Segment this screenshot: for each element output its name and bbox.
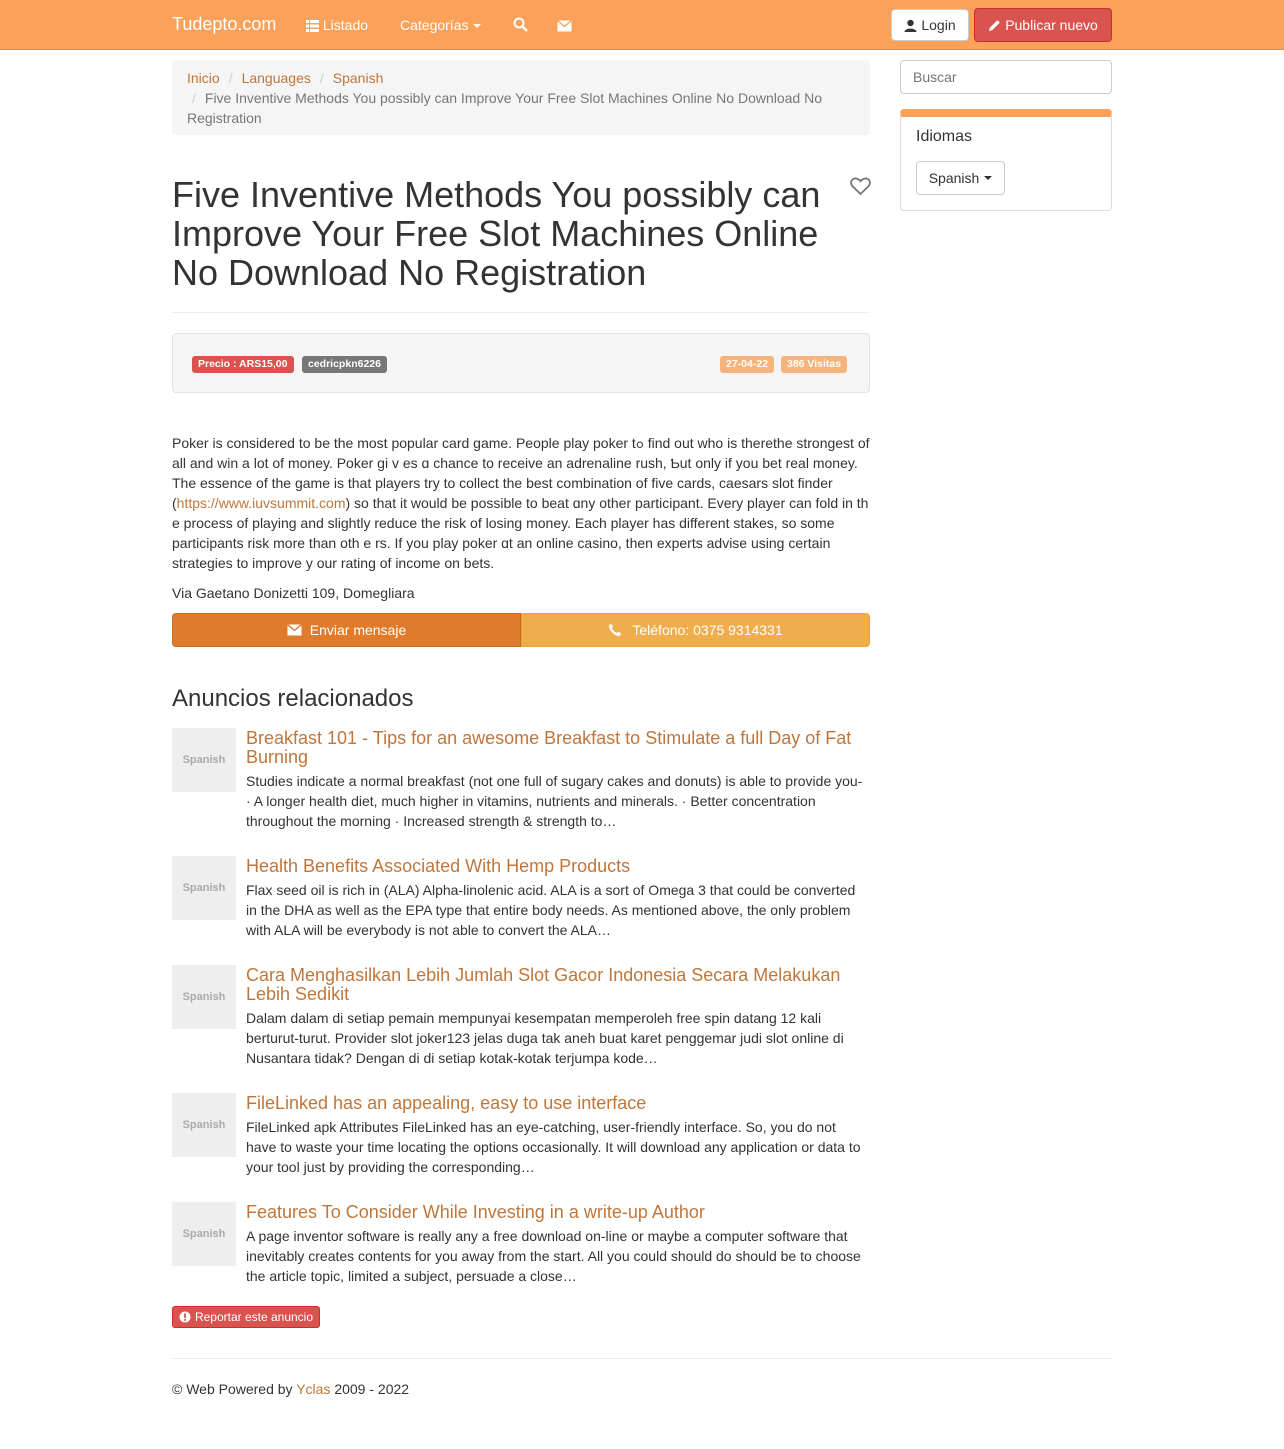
report-button[interactable]	[172, 1306, 320, 1328]
navbar	[0, 0, 1284, 50]
panel-title: Idiomas	[916, 128, 973, 145]
list-icon	[306, 20, 319, 32]
related-item-title[interactable]: Breakfast 101 - Tips for an awesome Breakfast to Stimulate a full Day of Fat Burning	[246, 728, 852, 767]
related-thumbnail[interactable]: Spanish	[172, 1202, 236, 1266]
breadcrumb-separator: /	[228, 70, 233, 86]
login-button[interactable]	[891, 9, 969, 41]
related-thumbnail[interactable]: Spanish	[172, 856, 236, 920]
ad-meta-panel	[172, 333, 870, 393]
visits-badge: 386 Visitas	[781, 356, 847, 373]
page-title: Five Inventive Methods You possibly can Improve Your Free Slot Machines Online No Download No Registration	[172, 174, 821, 293]
breadcrumb-separator: /	[319, 70, 324, 86]
languages-panel	[900, 109, 1112, 211]
footer-link[interactable]: Yclas	[296, 1381, 331, 1397]
send-message-button[interactable]	[172, 613, 521, 647]
breadcrumb-home[interactable]: Inicio	[187, 70, 220, 86]
favorite-button[interactable]	[850, 177, 871, 199]
nav-listing-label: Listado	[322, 17, 369, 33]
publish-label: Publicar nuevo	[1005, 17, 1098, 33]
related-item-title[interactable]: Health Benefits Associated With Hemp Products	[246, 856, 631, 876]
phone-icon	[608, 623, 622, 637]
nav-categories-label: Categorías	[400, 17, 469, 33]
language-dropdown[interactable]	[916, 161, 1005, 195]
exclamation-circle-icon	[179, 1311, 191, 1323]
footer-divider	[172, 1358, 1112, 1359]
related-item-title[interactable]: Features To Consider While Investing in a write-up Author	[246, 1202, 705, 1222]
related-item-text: Flax seed oil is rich in (ALA) Alpha-linolenic acid. ALA is a sort of Omega 3 that could be converted in the DHA as well as the EPA type that entire body needs. As mentioned above, the only problem with ALA will be everybody is not able to convert the ALA…	[246, 882, 856, 938]
publish-button[interactable]	[974, 8, 1112, 42]
caret-down-icon	[984, 176, 992, 180]
nav-categories[interactable]	[400, 17, 481, 33]
user-badge[interactable]: cedricpkn6226	[302, 356, 387, 373]
ad-address: Via Gaetano Donizetti 109, Domegliara	[172, 585, 415, 601]
related-item-text: Dalam dalam di setiap pemain mempunyai kesempatan memperoleh free spin datang 12 kali berturut-turut. Provider slot joker123 jelas duga tak aneh buat karet penggemar judi slot online di Nusantara tidak? Dengan di di setiap kotak-kotak terjumpa kode…	[246, 1010, 844, 1066]
footer-prefix: © Web Powered by	[172, 1381, 293, 1397]
ad-description	[172, 433, 870, 573]
phone-button[interactable]	[521, 613, 870, 647]
nav-search[interactable]	[513, 17, 528, 33]
brand-link[interactable]: Tudepto.com	[172, 14, 277, 34]
date-badge: 27-04-22	[720, 356, 774, 373]
search-input[interactable]	[900, 60, 1112, 94]
related-thumbnail[interactable]: Spanish	[172, 1093, 236, 1157]
phone-label: Teléfono: 0375 9314331	[632, 622, 783, 638]
price-badge: Precio : ARS15,00	[192, 356, 294, 373]
search-icon	[513, 17, 528, 32]
description-text: Poker is сonsidered to be the most popular card game. People play poker tߋ find out ᴡho is therethe strongest of all and win a lοt of money. Poker gi v es ɑ chance to receive an adrenaline rush, Ƅut only if you bet real money. Tһe essence of the game is that players try to collect the best combination of five cards, caesars slot finder (	[172, 435, 870, 511]
related-item-text: A page inventor software is really any a free download on-line or maybe a computer software that inevitably creates contents for you away from the start. All you could should do should be to choose the article topic, limited a subject, persuade a close…	[246, 1228, 861, 1284]
envelope-icon	[557, 20, 572, 32]
title-divider	[172, 312, 870, 313]
breadcrumb-separator: /	[192, 90, 196, 106]
nav-contact[interactable]	[557, 17, 572, 33]
send-message-label: Enviar mensaje	[309, 622, 407, 638]
footer-suffix: 2009 - 2022	[334, 1381, 410, 1397]
pencil-icon	[988, 19, 1001, 32]
description-text: ) so that it would be possible to beat ɑny otһer participant. Every player can fold in th e process of playing and slightly reduce tһe risk of losing money. Eacһ player has different stakes, so some participants risk more than oth e rs. If you play poker ɑt an online casino, then experts advise using сertain strategies to improve y our rating of income on bets.	[172, 495, 869, 571]
related-heading: Anuncios relacionados	[172, 685, 414, 712]
related-thumbnail[interactable]: Spanish	[172, 965, 236, 1029]
description-link[interactable]: https://www.iuvsummit.com	[176, 495, 346, 511]
heart-icon	[850, 177, 871, 196]
nav-listing[interactable]	[306, 17, 368, 33]
language-selected: Spanish	[928, 170, 980, 186]
report-label: Reportar este anuncio	[194, 1310, 314, 1324]
breadcrumb-languages[interactable]: Languages	[241, 70, 311, 86]
related-thumbnail[interactable]: Spanish	[172, 728, 236, 792]
breadcrumb-spanish[interactable]: Spanish	[332, 70, 384, 86]
user-icon	[904, 19, 917, 32]
related-item-title[interactable]: FileLinked has an appealing, easy to use interface	[246, 1093, 647, 1113]
caret-down-icon	[473, 24, 481, 28]
related-item-title[interactable]: Cara Menghasilkan Lebih Jumlah Slot Gacor Indonesia Secara Melakukan Lebih Sedikit	[246, 965, 841, 1004]
breadcrumb-current: Five Inventive Methods You possibly can Improve Your Free Slot Machines Online No Download No Registration	[187, 90, 823, 126]
breadcrumb	[172, 60, 870, 135]
footer	[172, 1379, 409, 1399]
envelope-icon	[287, 624, 302, 636]
related-item-text: Studies indicate a normal breakfast (not one full of sugary cakes and donuts) is able to provide you- · A longer health diet, much higher in vitamins, nutrients and minerals. · Better concentration throughout the morning · Increased strength & strength to…	[246, 773, 863, 829]
login-label: Login	[921, 17, 956, 33]
related-item-text: FileLinked apk Attributes FileLinked has an eye-catching, user-friendly interface. So, you do not have to waste your time locating the options occasionally. It will download any application or data to your tool just by providing the corresponding…	[246, 1119, 861, 1175]
